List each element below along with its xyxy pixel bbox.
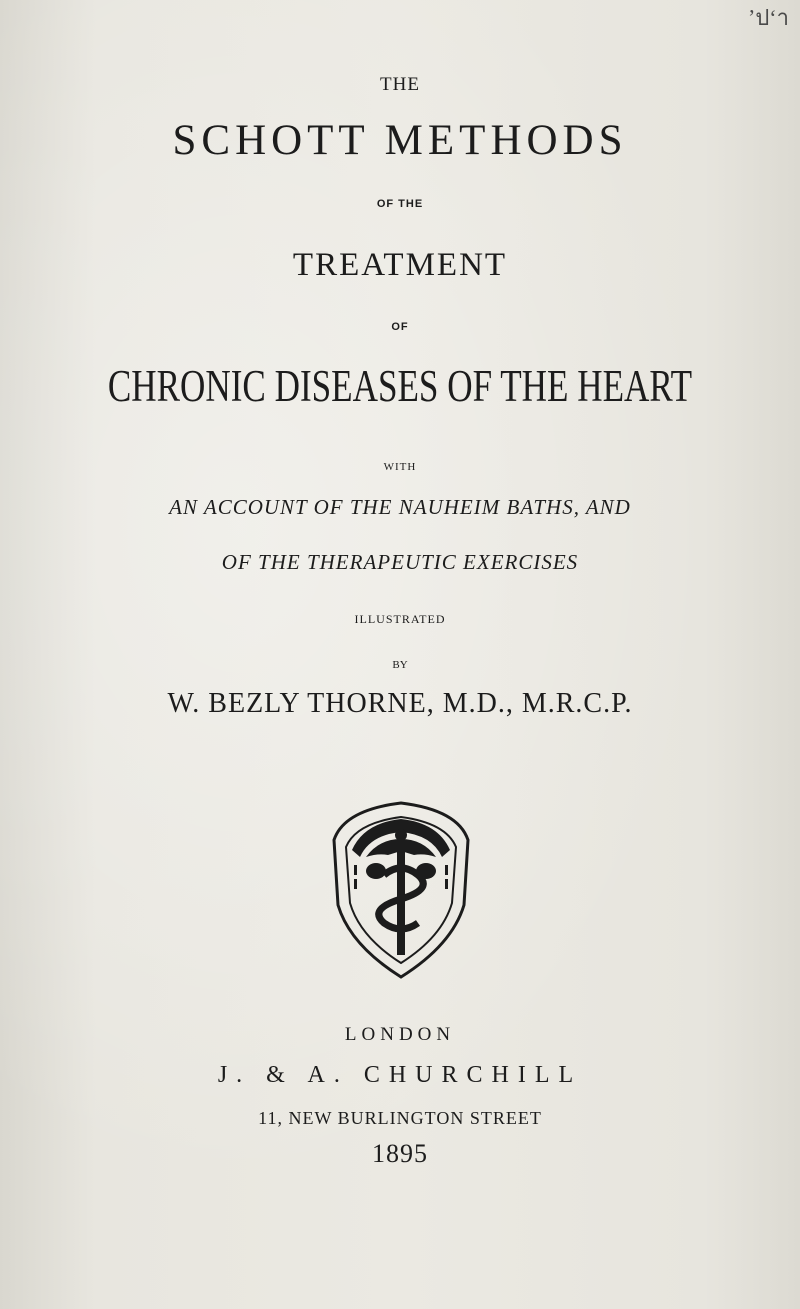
title-treatment: TREATMENT bbox=[292, 247, 508, 283]
subtitle-line-1: AN ACCOUNT OF THE NAUHEIM BATHS, AND bbox=[169, 495, 631, 519]
connector-with: WITH bbox=[383, 461, 417, 473]
illustrated-label: ILLUSTRATED bbox=[354, 612, 446, 626]
library-shelf-mark: ʼป‘า bbox=[748, 5, 789, 30]
main-title: SCHOTT METHODS bbox=[172, 117, 628, 164]
author-name: W. BEZLY THORNE, M.D., M.R.C.P. bbox=[167, 688, 633, 719]
imprint-year: 1895 bbox=[372, 1139, 428, 1168]
imprint-publisher: J. & A. CHURCHILL bbox=[217, 1062, 583, 1088]
imprint-city: LONDON bbox=[344, 1024, 456, 1045]
medical-caduceus-shield-emblem-icon bbox=[324, 795, 478, 980]
subtitle-line-2: OF THE THERAPEUTIC EXERCISES bbox=[221, 550, 579, 574]
title-subject: CHRONIC DISEASES OF THE HEART bbox=[107, 361, 693, 411]
by-label: BY bbox=[392, 659, 408, 671]
connector-of: OF bbox=[391, 321, 409, 333]
title-the: THE bbox=[380, 74, 420, 95]
imprint-address: 11, NEW BURLINGTON STREET bbox=[258, 1108, 542, 1128]
connector-of-the: OF THE bbox=[376, 198, 424, 210]
